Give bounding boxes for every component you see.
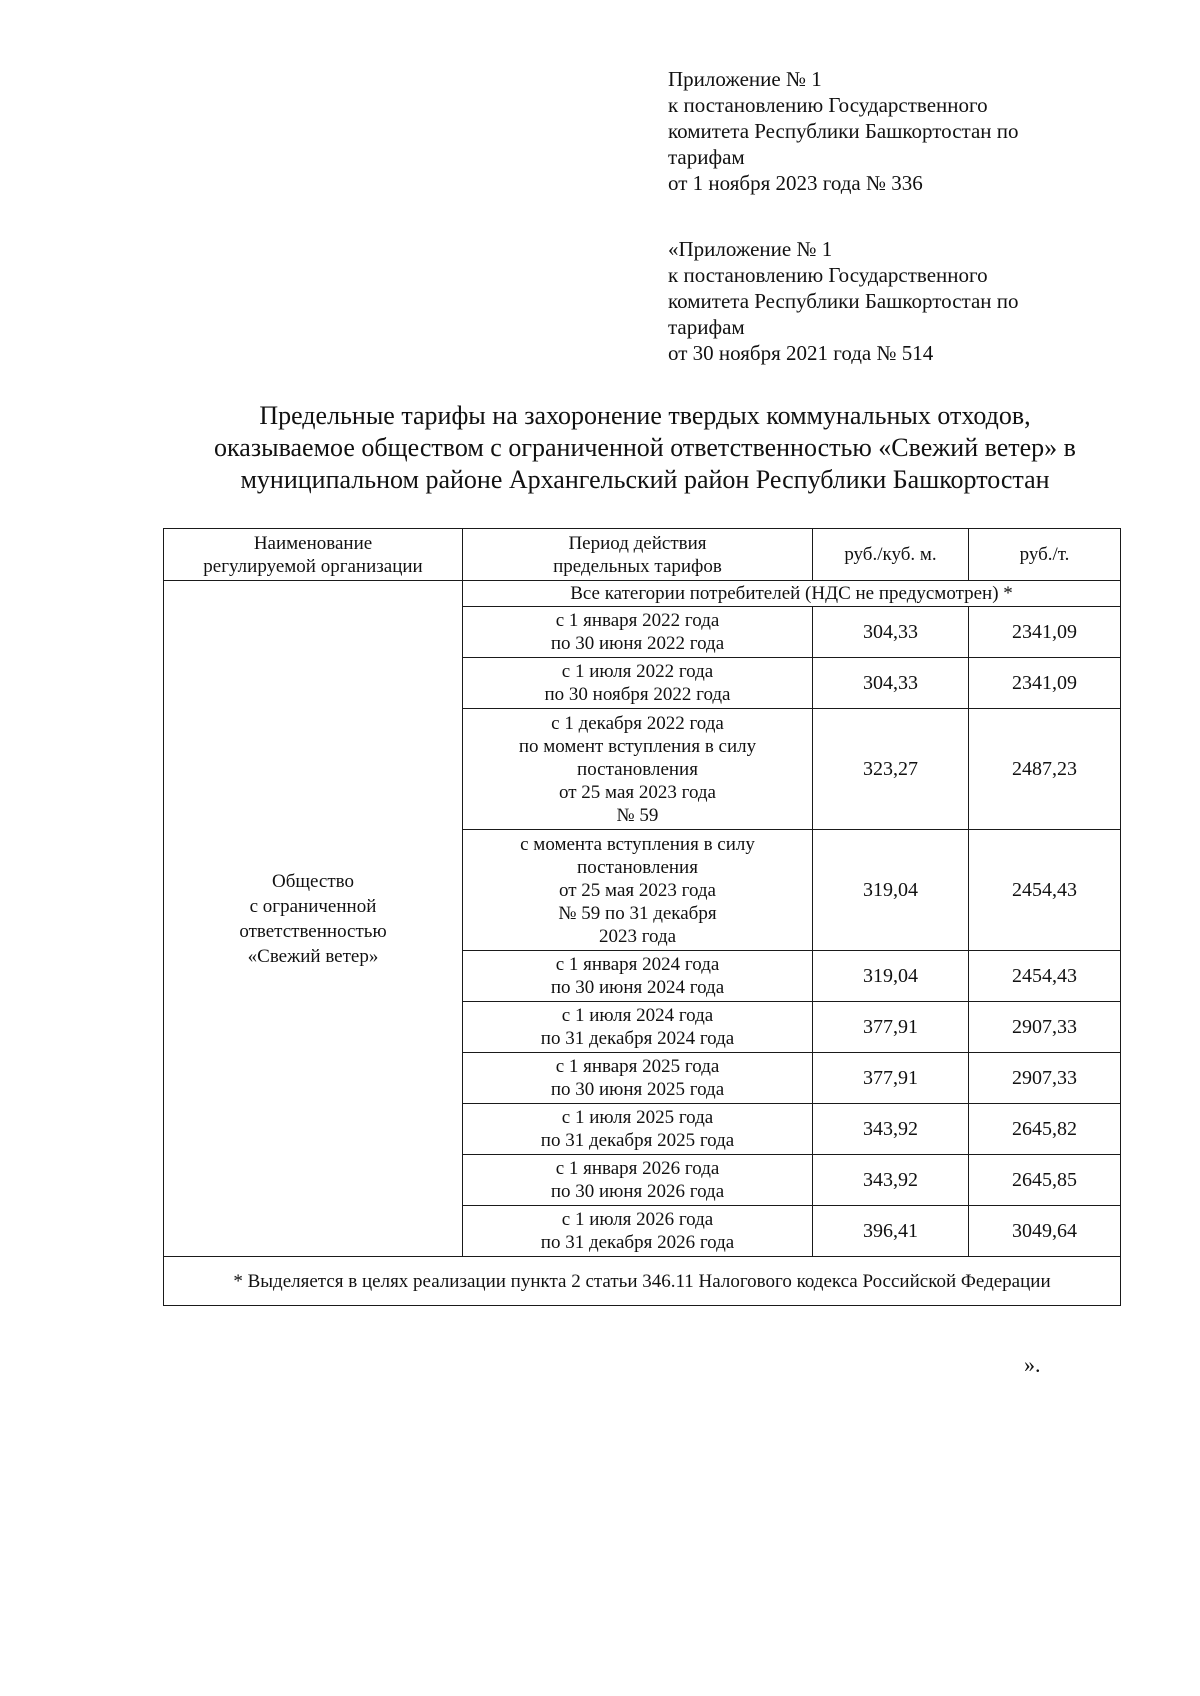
per-cubic-cell: 304,33	[813, 658, 969, 709]
appendix-line: комитета Республики Башкортостан по	[668, 119, 1019, 143]
period-cell: с 1 июля 2024 года по 31 декабря 2024 года	[463, 1002, 813, 1053]
per-cubic-cell: 377,91	[813, 1002, 969, 1053]
per-cubic-cell: 319,04	[813, 951, 969, 1002]
closing-quote-mark: ».	[1024, 1352, 1041, 1377]
appendix-line: к постановлению Государственного	[668, 263, 988, 287]
per-cubic-cell: 377,91	[813, 1053, 969, 1104]
per-ton-cell: 2645,85	[969, 1155, 1121, 1206]
per-ton-cell: 2341,09	[969, 607, 1121, 658]
appendix-line: тарифам	[668, 145, 745, 169]
tariff-table	[163, 528, 1121, 1306]
header-period: Период действия предельных тарифов	[463, 529, 813, 581]
appendix-line: к постановлению Государственного	[668, 93, 988, 117]
period-cell: с 1 января 2025 года по 30 июня 2025 года	[463, 1053, 813, 1104]
appendix-line: от 30 ноября 2021 года № 514	[668, 341, 934, 365]
appendix-line: комитета Республики Башкортостан по	[668, 289, 1019, 313]
document-title	[150, 400, 1140, 496]
footnote-row	[164, 1257, 1121, 1306]
period-cell: с 1 декабря 2022 года по момент вступления в силу постановления от 25 мая 2023 года № 59	[463, 709, 813, 830]
per-ton-cell: 2907,33	[969, 1002, 1121, 1053]
per-ton-cell: 2487,23	[969, 709, 1121, 830]
per-ton-cell: 2907,33	[969, 1053, 1121, 1104]
per-cubic-cell: 343,92	[813, 1155, 969, 1206]
per-ton-cell: 2645,82	[969, 1104, 1121, 1155]
appendix-line: «Приложение № 1	[668, 237, 833, 261]
consumer-category: Все категории потребителей (НДС не предусмотрен) *	[463, 581, 1121, 607]
per-cubic-cell: 396,41	[813, 1206, 969, 1257]
per-cubic-cell: 304,33	[813, 607, 969, 658]
appendix-line: Приложение № 1	[668, 67, 822, 91]
per-cubic-cell: 323,27	[813, 709, 969, 830]
per-ton-cell: 3049,64	[969, 1206, 1121, 1257]
per-ton-cell: 2454,43	[969, 830, 1121, 951]
appendix-line: тарифам	[668, 315, 745, 339]
period-cell: с 1 января 2026 года по 30 июня 2026 года	[463, 1155, 813, 1206]
header-org: Наименование регулируемой организации	[164, 529, 463, 581]
title-line: оказываемое обществом с ограниченной ответственностью «Свежий ветер» в	[214, 433, 1076, 462]
period-cell: с момента вступления в силу постановления от 25 мая 2023 года № 59 по 31 декабря 2023 года	[463, 830, 813, 951]
header-per-cubic: руб./куб. м.	[813, 529, 969, 581]
period-cell: с 1 января 2024 года по 30 июня 2024 года	[463, 951, 813, 1002]
per-cubic-cell: 319,04	[813, 830, 969, 951]
title-line: муниципальном районе Архангельский район Республики Башкортостан	[240, 465, 1050, 494]
per-ton-cell: 2454,43	[969, 951, 1121, 1002]
category-row	[164, 581, 1121, 607]
period-cell: с 1 июля 2025 года по 31 декабря 2025 года	[463, 1104, 813, 1155]
period-cell: с 1 июля 2026 года по 31 декабря 2026 года	[463, 1206, 813, 1257]
header-per-ton: руб./т.	[969, 529, 1121, 581]
appendix-line: от 1 ноября 2023 года № 336	[668, 171, 923, 195]
period-cell: с 1 июля 2022 года по 30 ноября 2022 года	[463, 658, 813, 709]
organization-name: Общество с ограниченной ответственностью «Свежий ветер»	[164, 581, 463, 1257]
table-header-row	[164, 529, 1121, 581]
per-cubic-cell: 343,92	[813, 1104, 969, 1155]
appendix-previous	[668, 236, 1108, 366]
footnote: * Выделяется в целях реализации пункта 2 статьи 346.11 Налогового кодекса Российской Федерации	[164, 1257, 1121, 1306]
period-cell: с 1 января 2022 года по 30 июня 2022 года	[463, 607, 813, 658]
per-ton-cell: 2341,09	[969, 658, 1121, 709]
title-line: Предельные тарифы на захоронение твердых коммунальных отходов,	[259, 401, 1031, 430]
appendix-current	[668, 66, 1108, 196]
